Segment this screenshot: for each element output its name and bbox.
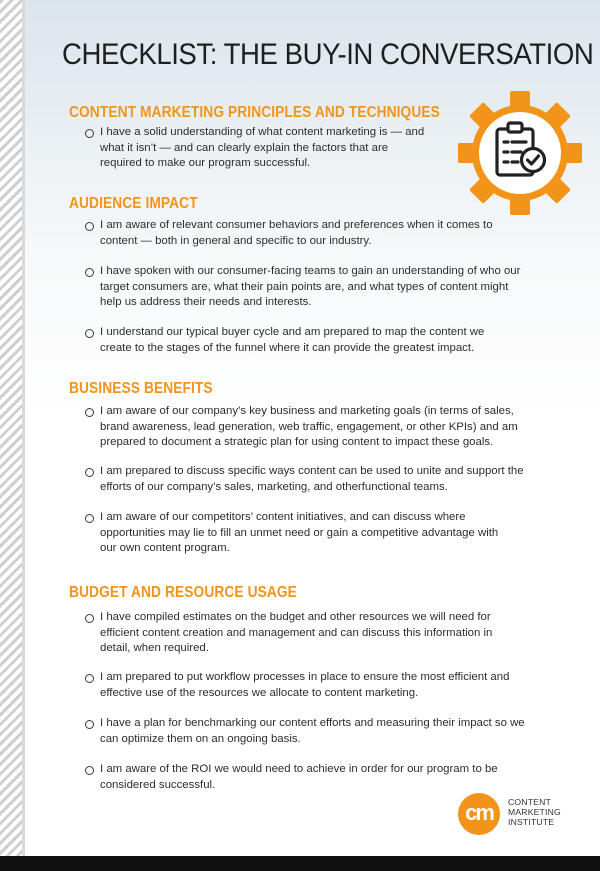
cmi-logo[interactable] xyxy=(458,793,588,837)
left-hatched-stripe xyxy=(0,0,25,856)
checkbox-circle-icon[interactable] xyxy=(85,408,94,417)
footer-bar xyxy=(0,856,600,871)
gear-clipboard-checklist-icon xyxy=(453,86,587,220)
checkbox-circle-icon[interactable] xyxy=(85,129,94,138)
checklist-item: I have compiled estimates on the budget and other resources we will need for efficient content creation and management and can discuss this information in detail, when required. xyxy=(85,610,525,657)
section-heading-principles: CONTENT MARKETING PRINCIPLES AND TECHNIQUES xyxy=(69,104,440,121)
cmi-logo-text: CONTENT MARKETING INSTITUTE xyxy=(508,797,561,827)
checkbox-circle-icon[interactable] xyxy=(85,222,94,231)
checkbox-circle-icon[interactable] xyxy=(85,720,94,729)
checklist-item: I have a plan for benchmarking our content efforts and measuring their impact so we can optimize them on an ongoing basis. xyxy=(85,716,525,747)
checkbox-circle-icon[interactable] xyxy=(85,468,94,477)
checkbox-circle-icon[interactable] xyxy=(85,514,94,523)
page-title: CHECKLIST: THE BUY-IN CONVERSATION xyxy=(62,38,594,71)
checklist-item: I am aware of our competitors’ content initiatives, and can discuss where opportunities may lie to fill an unmet need or gain a competitive advantage with our own content program. xyxy=(85,510,515,557)
checkbox-circle-icon[interactable] xyxy=(85,268,94,277)
checklist-item: I have a solid understanding of what content marketing is — and what it isn’t — and can clearly explain the factors that are required to make our program successful. xyxy=(85,125,430,172)
checklist-item: I am aware of relevant consumer behaviors and preferences when it comes to content — both in general and specific to our industry. xyxy=(85,218,510,249)
checkbox-circle-icon[interactable] xyxy=(85,766,94,775)
checklist-item: I understand our typical buyer cycle and am prepared to map the content we create to the stages of the funnel where it can provide the greatest impact. xyxy=(85,325,515,356)
checklist-item: I am prepared to put workflow processes in place to ensure the most efficient and effective use of the resources we allocate to content marketing. xyxy=(85,670,525,701)
checklist-item: I have spoken with our consumer-facing teams to gain an understanding of who our target consumers are, what their pain points are, and what types of content might help us address their needs and interests. xyxy=(85,264,525,311)
checklist-item: I am aware of our company’s key business and marketing goals (in terms of sales, brand awareness, lead generation, web traffic, engagement, or other KPIs) and am prepared to document a strategic plan for using content to impact these goals. xyxy=(85,404,525,451)
section-heading-business: BUSINESS BENEFITS xyxy=(69,380,213,397)
checkbox-circle-icon[interactable] xyxy=(85,329,94,338)
section-heading-audience: AUDIENCE IMPACT xyxy=(69,195,198,212)
checklist-item: I am prepared to discuss specific ways content can be used to unite and support the efforts of our company’s sales, marketing, and otherfunctional teams. xyxy=(85,464,525,495)
checkbox-circle-icon[interactable] xyxy=(85,674,94,683)
checkbox-circle-icon[interactable] xyxy=(85,614,94,623)
section-heading-budget: BUDGET AND RESOURCE USAGE xyxy=(69,584,297,601)
cmi-logo-icon: cm xyxy=(458,793,500,835)
checklist-item: I am aware of the ROI we would need to achieve in order for our program to be considered successful. xyxy=(85,762,525,793)
